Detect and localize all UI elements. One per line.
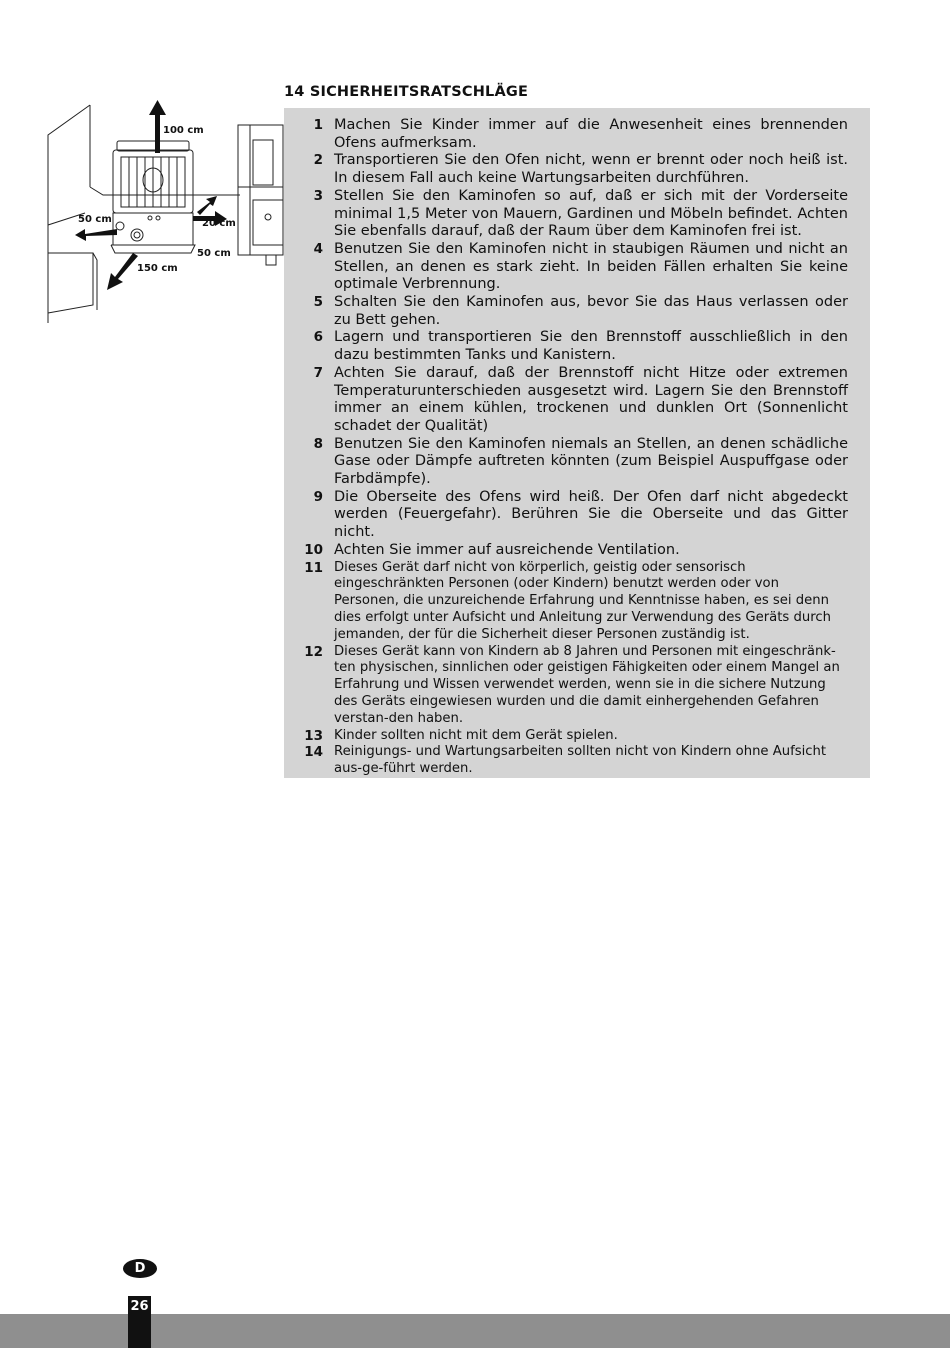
list-item [292,542,848,560]
item-text: Achten Sie immer auf ausreichende Ventilation. [334,541,680,558]
item-text: Dieses Gerät kann von Kindern ab 8 Jahren und Personen mit eingeschränk-ten physischen, sinnlichen oder geistigen Fähigkeiten oder einem Mangel an Erfahrung und Wissen verwendet werden, wenn sie in die sichere Nutzung des Geräts eingewiesen wurden und die damit einhergehenden Gefahren verstan-den haben. [334,643,840,726]
stove-clearance-illustration [45,95,285,325]
clearance-right-front-label: 50 cm [197,248,231,259]
list-item [292,329,848,364]
list-item [292,560,848,644]
item-number: 5 [313,294,323,311]
list-item [292,744,848,778]
item-number: 3 [313,187,323,204]
section-title: 14 SICHERHEITSRATSCHLÄGE [284,84,529,100]
item-number: 1 [313,117,323,133]
list-item [292,188,848,241]
item-number: 14 [304,744,323,761]
list-item [292,644,848,728]
item-text: Reinigungs- und Wartungsarbeiten sollten nicht von Kindern ohne Aufsicht aus-ge-führt werden. [334,744,827,777]
item-number: 2 [313,152,323,169]
item-number: 9 [313,488,323,505]
item-text: Die Oberseite des Ofens wird heiß. Der Ofen darf nicht abgedeckt werden (Feuergefahr). Berühren Sie die Oberseite und das Gitter nicht. [334,488,848,541]
item-number: 4 [313,240,323,257]
list-item [292,152,848,187]
item-text: Transportieren Sie den Ofen nicht, wenn er brennt oder noch heiß ist. In diesem Fall auch keine Wartungsarbeiten durchführen. [334,152,848,187]
item-number: 8 [313,435,323,452]
item-text: Kinder sollten nicht mit dem Gerät spielen. [334,727,618,743]
clearance-right-side-label: 20 cm [202,218,236,229]
item-text: Benutzen Sie den Kaminofen niemals an Stellen, an denen schädliche Gase oder Dämpfe auftreten könnten (zum Beispiel Auspuffgase oder Farbdämpfe). [334,435,848,488]
item-text: Machen Sie Kinder immer auf die Anwesenheit eines brennenden Ofens aufmerksam. [334,117,848,151]
page-number: 26 [128,1296,151,1348]
item-number: 7 [313,364,323,381]
item-text: Benutzen Sie den Kaminofen nicht in staubigen Räumen und nicht an Stellen, an denen es stark zieht. In beiden Fällen erhalten Sie keine optimale Verbrennung. [334,240,848,293]
language-badge: D [123,1259,157,1278]
item-text: Achten Sie darauf, daß der Brennstoff nicht Hitze oder extremen Temperaturunterschieden ausgesetzt wird. Lagern Sie den Brennstoff immer an einem kühlen, trockenen und dunklen Ort (Sonnenlicht schadet der Qualität) [334,364,848,434]
item-text: Dieses Gerät darf nicht von körperlich, geistig oder sensorisch eingeschränkten Personen (oder Kindern) benutzt werden oder von Personen, die unzureichende Erfahrung und Kenntnisse haben, es sei denn dies erfolgt unter Aufsicht und Anleitung zur Verwendung des Geräts durch jemanden, der für die Sicherheit dieser Personen zuständig ist. [334,559,831,642]
list-item [292,365,848,436]
item-number: 6 [313,329,323,346]
list-item [292,436,848,489]
item-text: Lagern und transportieren Sie den Brennstoff ausschließlich in den dazu bestimmten Tanks und Kanistern. [334,329,848,364]
item-number: 12 [304,643,323,660]
list-item [292,294,848,329]
clearance-left-label: 50 cm [78,214,112,225]
list-item [292,728,848,745]
safety-advice-box [284,108,870,778]
item-number: 11 [304,559,323,576]
list-item [292,241,848,294]
list-item [292,117,848,152]
clearance-front-label: 150 cm [137,263,178,274]
clearance-top-label: 100 cm [163,125,204,136]
list-item [292,489,848,542]
item-text: Schalten Sie den Kaminofen aus, bevor Sie das Haus verlassen oder zu Bett gehen. [334,294,848,328]
item-text: Stellen Sie den Kaminofen so auf, daß er sich mit der Vorderseite minimal 1,5 Meter von Mauern, Gardinen und Möbeln befindet. Achten Sie ebenfalls darauf, daß der Raum über dem Kaminofen frei ist. [334,187,848,240]
item-number: 13 [304,727,323,744]
item-number: 10 [304,541,323,558]
